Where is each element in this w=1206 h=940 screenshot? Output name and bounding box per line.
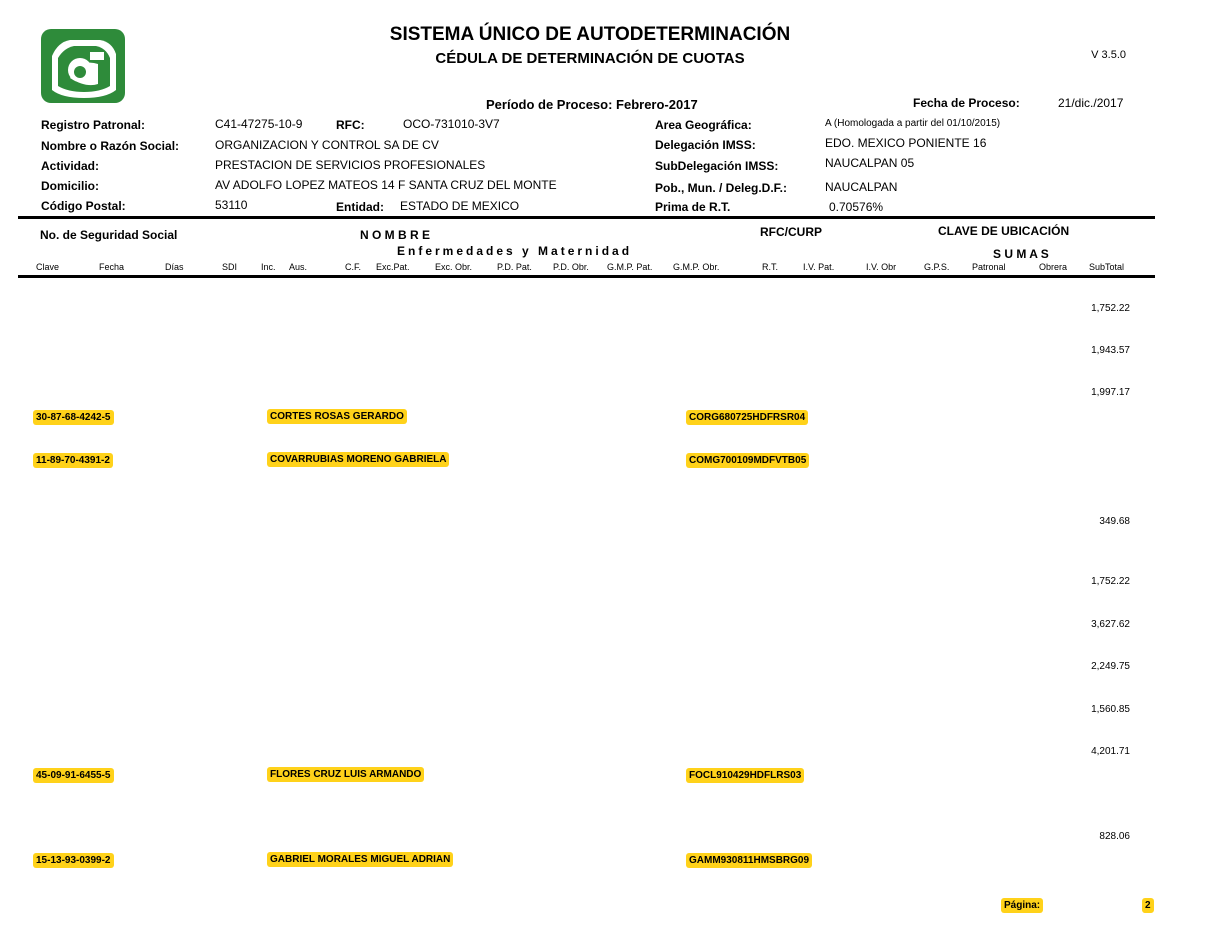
col-pd-pat: P.D. Pat. [497, 262, 532, 272]
col-sdi: SDI [222, 262, 238, 272]
poblacion-value: NAUCALPAN [825, 180, 898, 194]
razon-social-value: ORGANIZACION Y CONTROL SA DE CV [215, 138, 439, 152]
header-divider [18, 216, 1155, 219]
subtotal-line: 1,752.22 [1091, 303, 1130, 314]
subtotal-line: 3,627.62 [1091, 619, 1130, 630]
domicilio-value: AV ADOLFO LOPEZ MATEOS 14 F SANTA CRUZ DEL MONTE [215, 178, 557, 192]
subdelegacion-value: NAUCALPAN 05 [825, 156, 915, 170]
system-title: SISTEMA ÚNICO DE AUTODETERMINACIÓN [389, 24, 791, 45]
registro-patronal-label: Registro Patronal: [41, 118, 146, 132]
rfc-curp-header: RFC/CURP [760, 225, 822, 239]
subtotal-line: 349.68 [1099, 516, 1130, 527]
employee-rfc: GAMM930811HMSBRG09 [686, 853, 812, 868]
prima-rt-value: 0.70576% [829, 200, 884, 214]
employee-name: CORTES ROSAS GERARDO [267, 409, 407, 424]
subtotal-line: 1,997.17 [1091, 387, 1130, 398]
col-aus: Aus. [289, 262, 308, 272]
subtotal-line: 2,249.75 [1091, 661, 1130, 672]
nss-value: 45-09-91-6455-5 [33, 768, 114, 783]
nombre-header: N O M B R E [360, 228, 431, 242]
codigo-postal-value: 53110 [215, 198, 248, 212]
codigo-postal-label: Código Postal: [41, 199, 126, 213]
employee-rfc: COMG700109MDFVTB05 [686, 453, 809, 468]
imss-logo [40, 28, 126, 104]
employee-name: FLORES CRUZ LUIS ARMANDO [267, 767, 424, 782]
col-obrera: Obrera [1039, 262, 1068, 272]
domicilio-label: Domicilio: [41, 179, 100, 193]
col-subtotal: SubTotal [1089, 262, 1125, 272]
registro-patronal-value: C41-47275-10-9 [215, 117, 303, 131]
version-label: V 3.5.0 [1091, 49, 1126, 61]
subtotal-line: 4,201.71 [1091, 746, 1130, 757]
nss-value: 30-87-68-4242-5 [33, 410, 114, 425]
col-exc-pat: Exc.Pat. [376, 262, 410, 272]
pagina-label: Página: [1001, 898, 1043, 913]
entidad-label: Entidad: [336, 200, 384, 214]
col-cf: C.F. [345, 262, 362, 272]
area-geografica-label: Area Geográfica: [655, 118, 752, 132]
poblacion-label: Pob., Mun. / Deleg.D.F.: [655, 181, 787, 195]
periodo-proceso: Período de Proceso: Febrero-2017 [486, 97, 698, 112]
fecha-proceso-value: 21/dic./2017 [1058, 96, 1124, 110]
subdelegacion-label: SubDelegación IMSS: [655, 159, 779, 173]
col-dias: Días [165, 262, 184, 272]
nss-header: No. de Seguridad Social [40, 228, 178, 242]
actividad-label: Actividad: [41, 159, 100, 173]
col-clave: Clave [36, 262, 60, 272]
table-header-divider [18, 275, 1155, 278]
delegacion-label: Delegación IMSS: [655, 138, 756, 152]
prima-rt-label: Prima de R.T. [655, 200, 731, 214]
col-fecha: Fecha [99, 262, 125, 272]
col-gps: G.P.S. [924, 262, 950, 272]
employee-name: COVARRUBIAS MORENO GABRIELA [267, 452, 449, 467]
entidad-value: ESTADO DE MEXICO [400, 199, 520, 213]
col-gmp-obr: G.M.P. Obr. [673, 262, 720, 272]
col-iv-pat: I.V. Pat. [803, 262, 835, 272]
razon-social-label: Nombre o Razón Social: [41, 139, 180, 153]
actividad-value: PRESTACION DE SERVICIOS PROFESIONALES [215, 158, 486, 172]
fecha-proceso-label: Fecha de Proceso: [913, 96, 1020, 110]
col-inc: Inc. [261, 262, 276, 272]
sumas-header: S U M A S [993, 247, 1049, 261]
employee-rfc: CORG680725HDFRSR04 [686, 410, 808, 425]
col-exc-obr: Exc. Obr. [435, 262, 473, 272]
col-rt: R.T. [762, 262, 779, 272]
employee-name: GABRIEL MORALES MIGUEL ADRIAN [267, 852, 453, 867]
employee-rfc: FOCL910429HDFLRS03 [686, 768, 804, 783]
clave-ubicacion-header: CLAVE DE UBICACIÓN [938, 224, 1070, 238]
document-subtitle: CÉDULA DE DETERMINACIÓN DE CUOTAS [435, 50, 745, 67]
enfermedades-header: Enfermedades y Maternidad [397, 244, 633, 258]
col-iv-obr: I.V. Obr [866, 262, 897, 272]
nss-value: 11-89-70-4391-2 [33, 453, 113, 468]
pagina-value: 2 [1142, 898, 1154, 913]
subtotal-line: 1,560.85 [1091, 704, 1130, 715]
rfc-value: OCO-731010-3V7 [403, 117, 500, 131]
rfc-label: RFC: [336, 118, 365, 132]
subtotal-line: 1,943.57 [1091, 345, 1130, 356]
nss-value: 15-13-93-0399-2 [33, 853, 114, 868]
delegacion-value: EDO. MEXICO PONIENTE 16 [825, 136, 987, 150]
col-pd-obr: P.D. Obr. [553, 262, 589, 272]
subtotal-line: 828.06 [1099, 831, 1130, 842]
subtotal-line: 1,752.22 [1091, 576, 1130, 587]
area-geografica-value: A (Homologada a partir del 01/10/2015) [825, 118, 1001, 129]
col-gmp-pat: G.M.P. Pat. [607, 262, 653, 272]
col-patronal: Patronal [972, 262, 1006, 272]
